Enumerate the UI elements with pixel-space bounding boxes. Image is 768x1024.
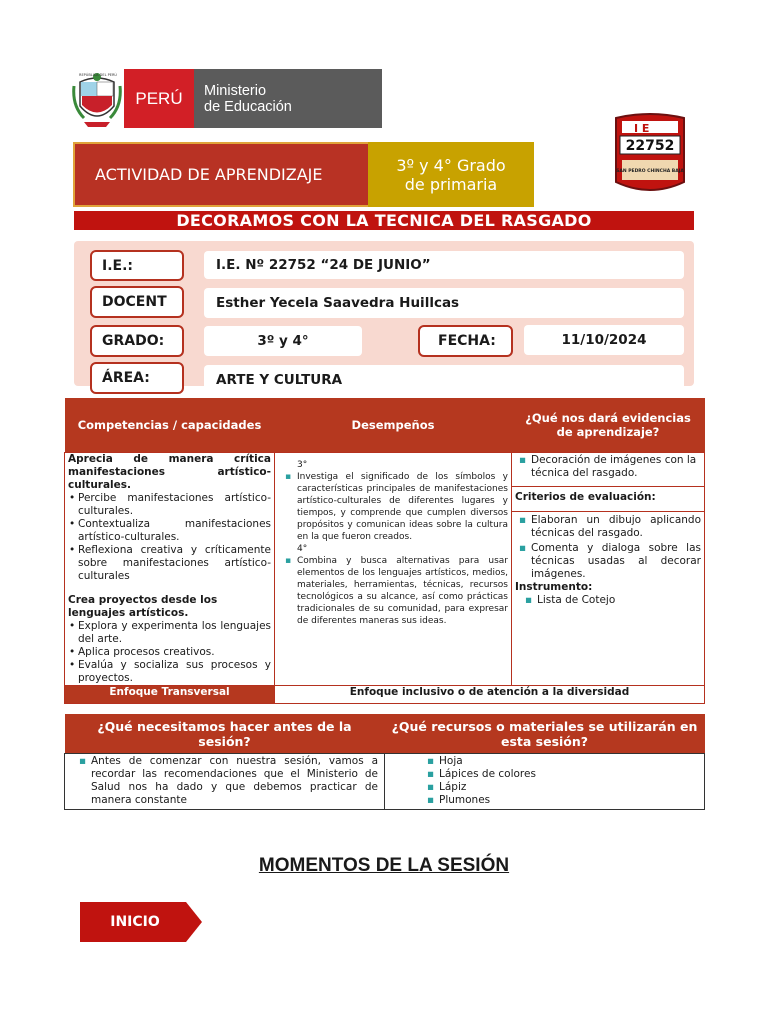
peru-coat-of-arms-icon [72, 72, 122, 128]
material-item: ▪ Hoja [439, 755, 698, 768]
grade-line-2: de primaria [404, 174, 498, 194]
ie-label: I.E.: [90, 250, 184, 281]
grado-value: 3º y 4° [204, 326, 362, 356]
evidencias-cell [512, 453, 705, 686]
school-logo-number: 22752 [625, 138, 675, 154]
competencias-table [64, 398, 705, 704]
competencia-2-title: Crea proyectos desde los lenguajes artísticos. [68, 594, 218, 619]
capacidad-item: • Percibe manifestaciones artístico-culturales. [78, 492, 271, 518]
evidencia-item: ▪ Decoración de imágenes con la técnica del rasgado. [531, 454, 701, 480]
capacidad-item: • Evalúa y socializa sus procesos y proyectos. [78, 659, 271, 685]
header-recursos: ¿Qué recursos o materiales se utilizarán en esta sesión? [385, 714, 705, 754]
school-logo-letters: I E [634, 122, 650, 135]
desempeno-4: ▪ Combina y busca alternativas para usar elementos de los lenguajes artísticos, medios, materiales, herramientas, técnicas, recursos tecnológicos a su alcance, así como prácticas tradicionales de su comunidad, para expresar de diferentes maneras sus ideas. [297, 555, 508, 627]
preparacion-table [64, 714, 705, 810]
instrumento-label: Instrumento: [515, 581, 593, 593]
grade-3-label: 3° [297, 460, 308, 470]
material-item: ▪ Lápices de colores [439, 768, 698, 781]
momentos-title: MOMENTOS DE LA SESIÓN [258, 855, 510, 876]
capacidad-item: • Aplica procesos creativos. [78, 646, 271, 659]
criterio-item: ▪ Comenta y dialoga sobre las técnicas usadas al decorar imágenes. [531, 542, 701, 581]
header-antes: ¿Qué necesitamos hacer antes de la sesión? [65, 714, 385, 754]
peru-brand-text: PERÚ [135, 88, 183, 108]
capacidad-item: • Explora y experimenta los lenguajes del arte. [78, 620, 271, 646]
material-item: ▪ Lápiz [439, 781, 698, 794]
antes-cell [65, 754, 385, 810]
enfoque-label: Enfoque Transversal [65, 686, 275, 704]
instrumento-item: ▪ Lista de Cotejo [537, 594, 701, 607]
fecha-label: FECHA: [418, 325, 513, 357]
antes-item: ▪ Antes de comenzar con nuestra sesión, vamos a recordar las recomendaciones que el Ministerio de Salud nos ha dado y que debemos practicar de manera constante [91, 755, 378, 807]
activity-label-text: ACTIVIDAD DE APRENDIZAJE [95, 165, 323, 184]
grado-label: GRADO: [90, 325, 184, 357]
ministry-line-2: de Educación [204, 98, 292, 115]
area-label: ÁREA: [90, 362, 184, 394]
grade-banner [368, 142, 534, 207]
inicio-label: INICIO [110, 914, 160, 930]
school-logo-icon [612, 112, 688, 194]
competencia-1-title: Aprecia de manera crítica manifestaciones artístico-culturales. [68, 453, 271, 491]
ie-value: I.E. Nº 22752 “24 DE JUNIO” [204, 251, 684, 279]
area-value: ARTE Y CULTURA [204, 365, 684, 394]
materiales-cell [385, 754, 705, 810]
competencias-cell [65, 453, 275, 686]
ministry-brand [194, 69, 382, 128]
grade-line-1: 3º y 4° Grado [396, 155, 506, 175]
shield-caption: REPÚBLICA DEL PERÚ [79, 73, 117, 77]
docente-label: DOCENT [90, 286, 184, 318]
activity-label [73, 142, 378, 207]
school-logo-caption: SAN PEDRO CHINCHA BAJA [616, 169, 684, 174]
criterios-label: Criterios de evaluación: [512, 487, 704, 512]
desempeno-3: ▪ Investiga el significado de los símbolos y características principales de manifestaciones artístico-culturales de diferentes lugares y tiempos, y comprende que cumplen diversos propósitos y comunican ideas sobre la cultura en la que fueron creados. [297, 471, 508, 543]
grade-4-label: 4° [297, 544, 308, 554]
header-evidencias: ¿Qué nos dará evidencias de aprendizaje? [512, 398, 705, 453]
enfoque-value: Enfoque inclusivo o de atención a la diversidad [275, 686, 705, 704]
header-desempenos: Desempeños [275, 398, 512, 453]
desempenos-cell [275, 453, 512, 686]
peru-brand [124, 69, 194, 128]
criterio-item: ▪ Elaboran un dibujo aplicando técnicas del rasgado. [531, 514, 701, 540]
header-competencias: Competencias / capacidades [65, 398, 275, 453]
docente-value: Esther Yecela Saavedra Huillcas [204, 288, 684, 318]
fecha-value: 11/10/2024 [524, 325, 684, 355]
ministry-line-1: Ministerio [204, 82, 267, 99]
capacidad-item: • Reflexiona creativa y críticamente sobre manifestaciones artístico-culturales [78, 544, 271, 583]
material-item: ▪ Plumones [439, 794, 698, 807]
activity-title: DECORAMOS CON LA TECNICA DEL RASGADO [74, 211, 694, 230]
capacidad-item: • Contextualiza manifestaciones artístico-culturales. [78, 518, 271, 544]
